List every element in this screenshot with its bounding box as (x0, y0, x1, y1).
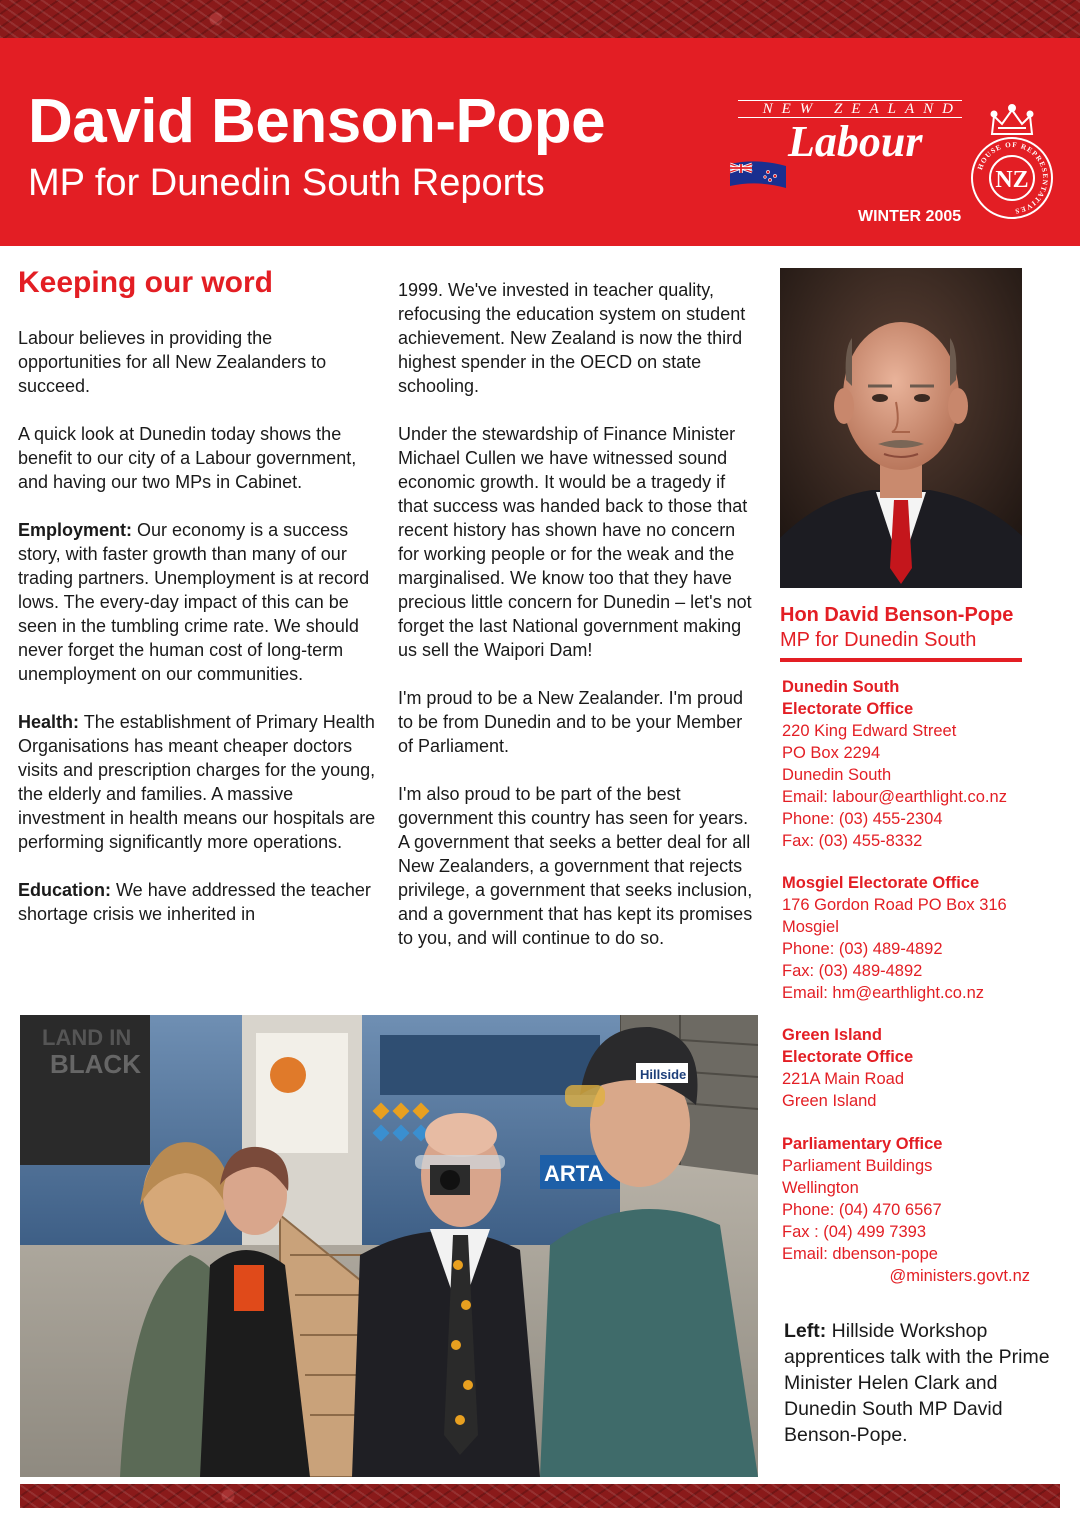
divider (780, 658, 1022, 662)
office-address: 221A Main Road (782, 1070, 905, 1088)
svg-text:LAND IN: LAND IN (42, 1025, 132, 1050)
article-paragraph (18, 518, 378, 686)
office-address: Wellington (782, 1179, 859, 1197)
paragraph-label: Education: (18, 880, 111, 900)
office-phone: Phone: (03) 455-2304 (782, 810, 943, 828)
crest-ring-text: HOUSE OF REPRESENTATIVES (976, 140, 1050, 216)
office-email: Email: labour@earthlight.co.nz (782, 788, 1007, 806)
labour-logo-country: NEW ZEALAND (738, 100, 962, 118)
office-email: Email: dbenson-pope (782, 1245, 938, 1263)
office-mosgiel (782, 872, 1007, 1004)
photo-caption (784, 1318, 1056, 1448)
workshop-photo (20, 1015, 758, 1477)
page-title: David Benson-Pope (28, 87, 606, 156)
caption-text: Hillside Workshop apprentices talk with the Prime Minister Helen Clark and Dunedin South MP David Benson-Pope. (784, 1320, 1050, 1446)
office-name: Electorate Office (782, 1048, 914, 1066)
article-column-1 (18, 326, 378, 950)
paragraph-text: The establishment of Primary Health Organisations has meant cheaper doctors visits and prescription charges for the young, the elderly and families. A massive investment in health means our hospitals are performing significantly more operations. (18, 712, 376, 852)
article-paragraph: I'm proud to be a New Zealander. I'm proud to be from Dunedin and to be your Member of Parliament. (398, 688, 744, 756)
article-paragraph: A quick look at Dunedin today shows the benefit to our city of a Labour government, and having our two MPs in Cabinet. (18, 424, 357, 492)
office-green-island (782, 1024, 913, 1112)
paragraph-text: We have addressed the teacher shortage crisis we inherited in (18, 880, 371, 924)
office-fax: Fax: (03) 455-8332 (782, 832, 923, 850)
office-fax: Fax: (03) 489-4892 (782, 962, 923, 980)
office-name: Dunedin South (782, 678, 900, 696)
office-name: Electorate Office (782, 700, 914, 718)
mp-seat: MP for Dunedin South (780, 629, 977, 651)
office-address: Parliament Buildings (782, 1157, 933, 1175)
paragraph-label: Health: (18, 712, 80, 732)
office-parliamentary (782, 1133, 1030, 1287)
office-email: @ministers.govt.nz (889, 1267, 1030, 1285)
train-sign: ARTA (544, 1161, 604, 1186)
article-paragraph: I'm also proud to be part of the best government this country has seen for years. A government that seeks a better deal for all New Zealanders, a government that rejects privilege, a government that seeks inclusion, and a government that has kept its promises to you, and will continue to do so. (398, 784, 753, 948)
cap-logo: Hillside (640, 1067, 687, 1082)
svg-text:BLACK: BLACK (50, 1049, 141, 1079)
office-address: Dunedin South (782, 766, 892, 784)
article-heading: Keeping our word (18, 266, 273, 299)
crest-badge: NZ (995, 167, 1029, 193)
article-paragraph (18, 710, 378, 854)
labour-logo-word: Labour (788, 117, 923, 166)
office-name: Parliamentary Office (782, 1135, 943, 1153)
office-phone: Phone: (03) 489-4892 (782, 940, 943, 958)
article-paragraph: 1999. We've invested in teacher quality, refocusing the education system on student achievement. New Zealand is now the third highest spender in the OECD on state schooling. (398, 280, 746, 396)
issue-date: WINTER 2005 (858, 208, 962, 225)
paragraph-label: Employment: (18, 520, 133, 540)
mp-name: Hon David Benson-Pope (780, 604, 1014, 626)
office-fax: Fax : (04) 499 7393 (782, 1223, 927, 1241)
house-of-representatives-crest-icon (968, 102, 1056, 220)
office-address: PO Box 2294 (782, 744, 881, 762)
office-address: Mosgiel (782, 918, 839, 936)
paragraph-text: Our economy is a success story, with faster growth than many of our trading partners. Unemployment is at record lows. The every-day impact of this can be seen in the tumbling crime rate. We should never forget the human cost of long-term unemployment on our communities. (18, 520, 370, 684)
office-email: Email: hm@earthlight.co.nz (782, 984, 984, 1002)
office-address: 176 Gordon Road PO Box 316 (782, 896, 1007, 914)
article-column-2 (398, 278, 758, 974)
article-paragraph (18, 878, 378, 926)
mp-portrait-photo (780, 268, 1022, 588)
office-name: Mosgiel Electorate Office (782, 874, 980, 892)
masthead (0, 38, 1080, 246)
office-name: Green Island (782, 1026, 882, 1044)
article-paragraph: Labour believes in providing the opportunities for all New Zealanders to succeed. (18, 328, 327, 396)
caption-label: Left: (784, 1320, 827, 1342)
office-dunedin-south (782, 676, 1007, 852)
page-subtitle: MP for Dunedin South Reports (28, 162, 545, 204)
fern-banner-top (0, 0, 1080, 38)
nz-flag-icon (730, 160, 786, 190)
labour-party-logo (730, 100, 962, 210)
article-paragraph: Under the stewardship of Finance Minister Michael Cullen we have witnessed sound economic growth. It would be a tragedy if that success was handed back to those that recent history has shown have no concern for working people or for the weak and the marginalised. We know too that they have precious little concern for Dunedin – let's not forget the last National government making us sell the Waipori Dam! (398, 424, 752, 660)
office-phone: Phone: (04) 470 6567 (782, 1201, 942, 1219)
office-address: Green Island (782, 1092, 877, 1110)
office-address: 220 King Edward Street (782, 722, 957, 740)
fern-banner-bottom (20, 1484, 1060, 1508)
